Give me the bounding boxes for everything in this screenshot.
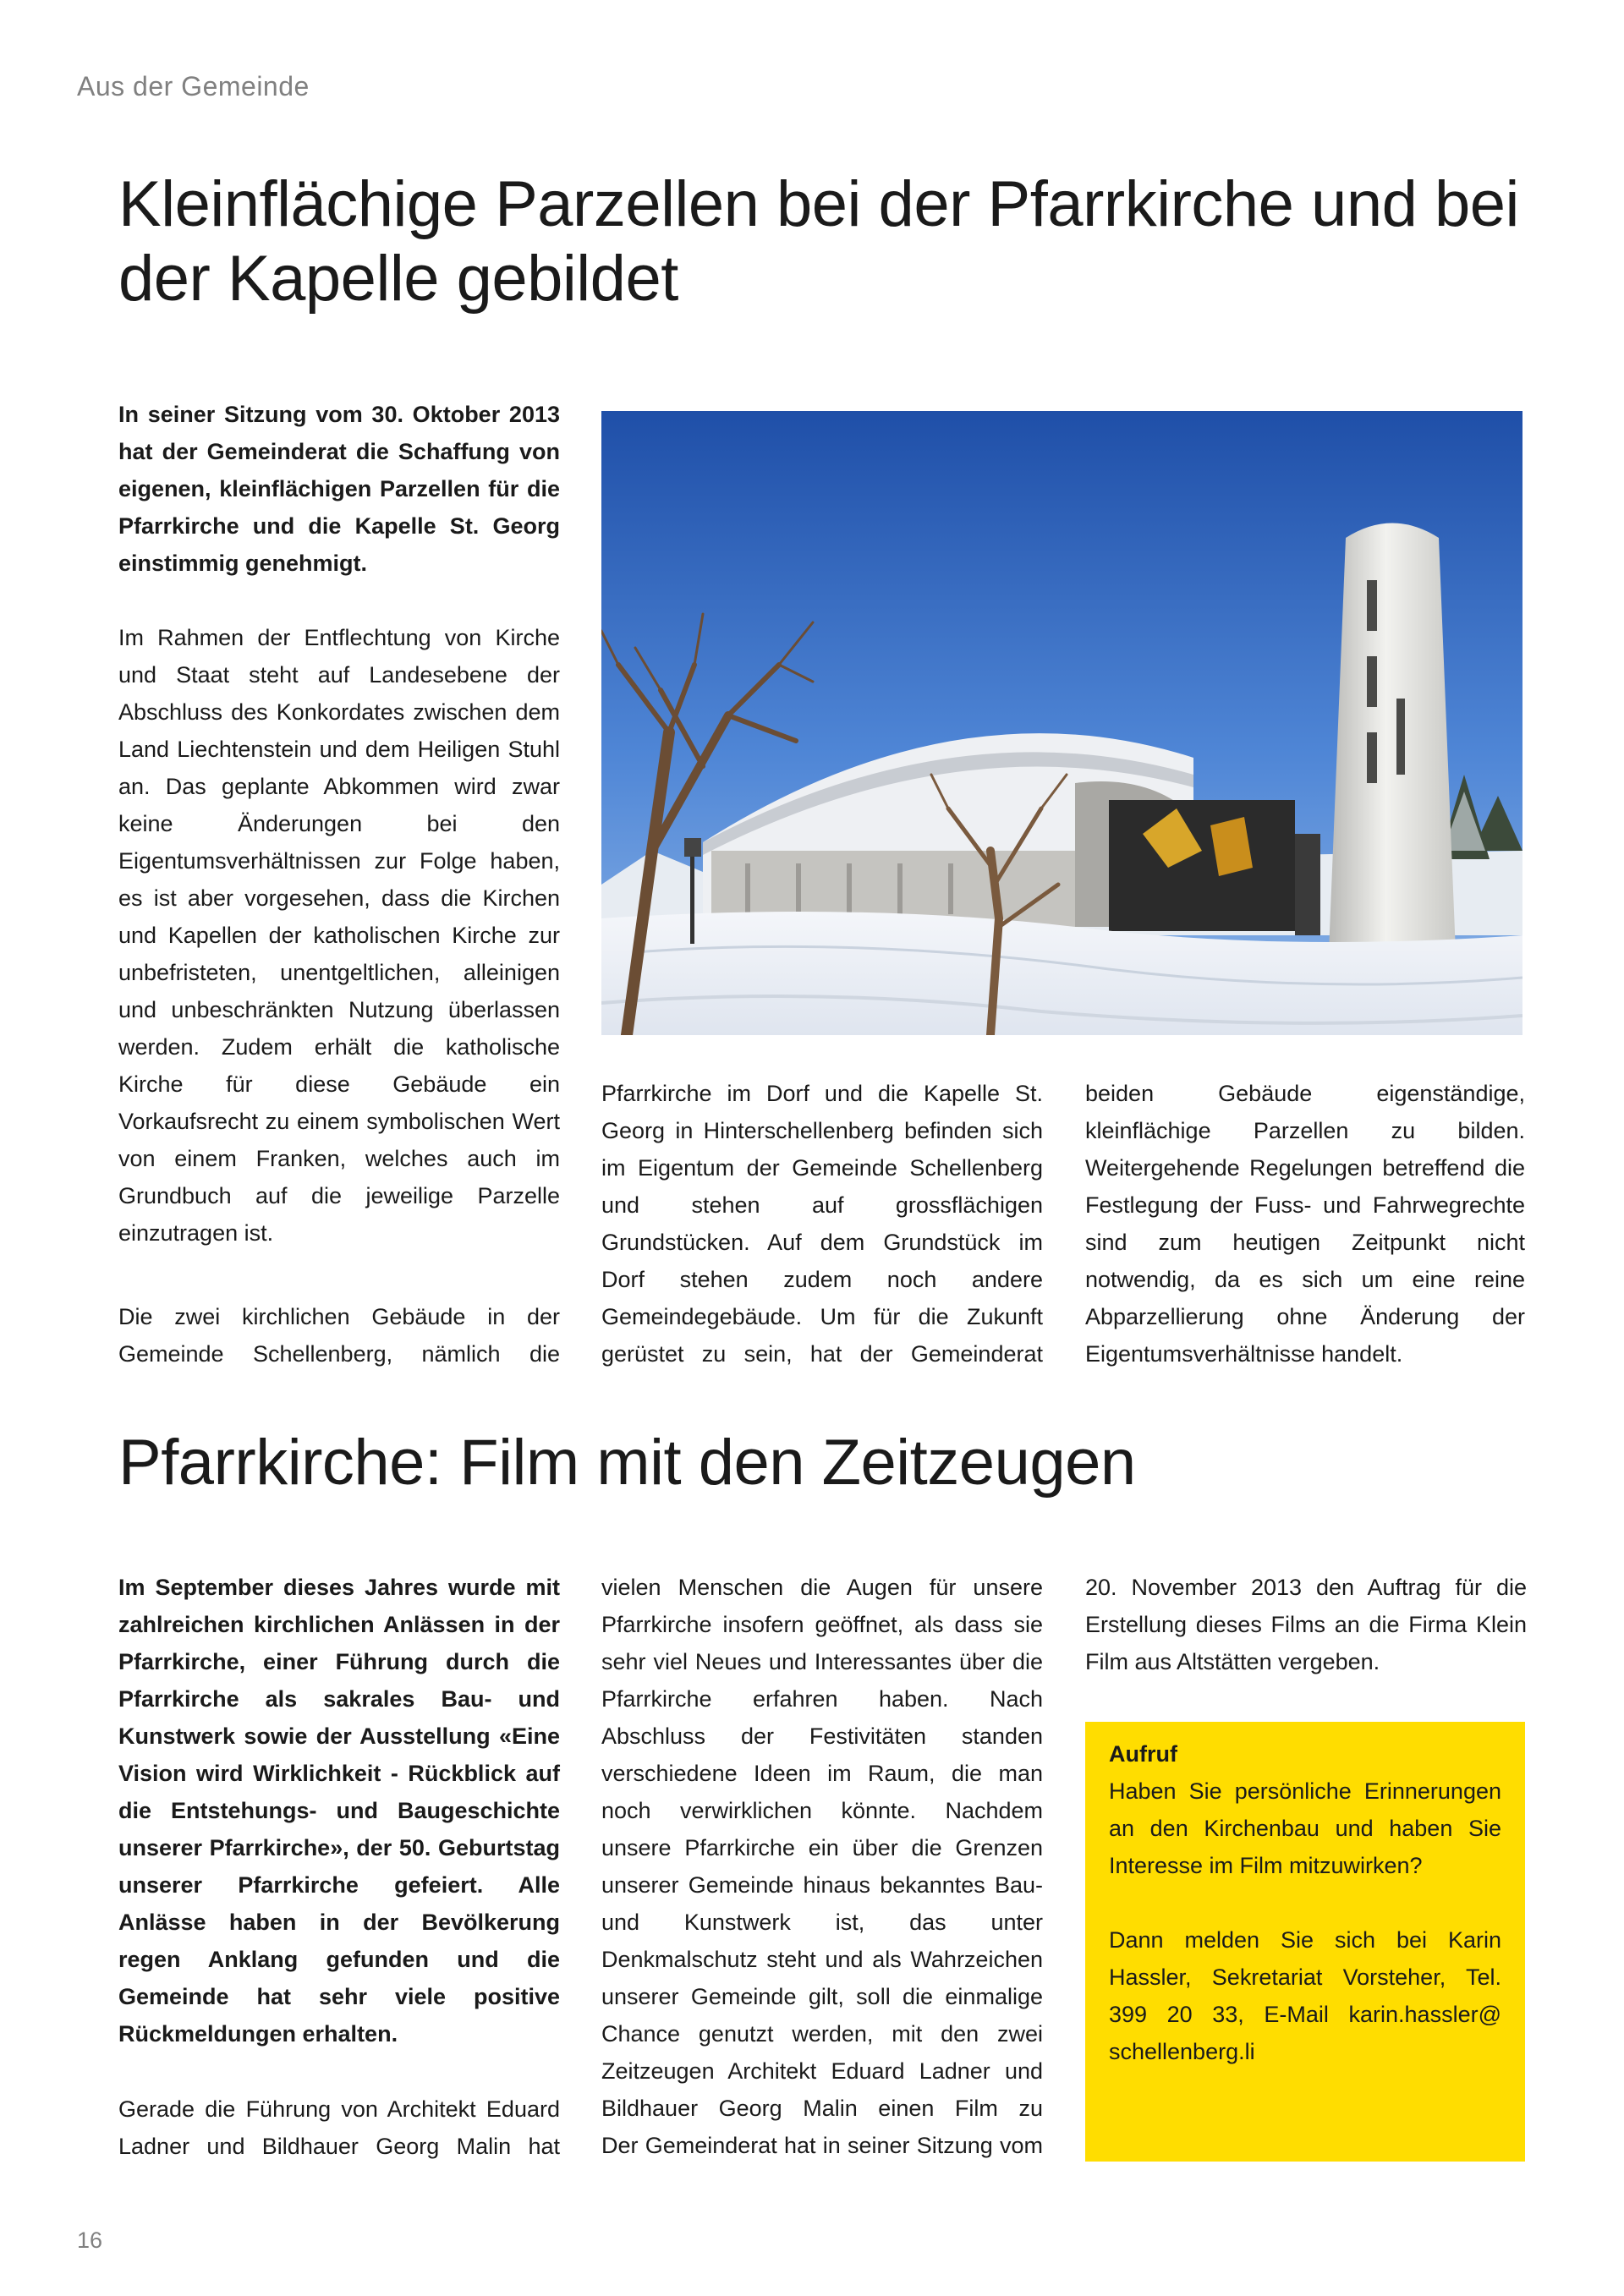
article-1-column-1 — [118, 396, 560, 1252]
article-1-paragraph-2-part-1 — [118, 1298, 560, 1373]
church-winter-image — [601, 411, 1522, 1035]
aufruf-callout-box — [1085, 1722, 1525, 2162]
article-1-paragraph-2: Die zwei kirchlichen Gebäude in der Gemeinde Schellenberg, nämlich die — [118, 1304, 560, 1367]
callout-text-2: Dann melden Sie sich bei Karin Hassler, Sekretariat Vorsteher, Tel. 399 20 33, E-Mail karin.hassler@ schellenberg.li — [1109, 1927, 1501, 2064]
section-label: Aus der Gemeinde — [77, 71, 310, 101]
callout-title: Aufruf — [1109, 1741, 1177, 1767]
article-1-paragraph-2-continued: Pfarrkirche im Dorf und die Kapelle St. Georg in Hinterschellenberg befinden sich im Eigentum der Gemeinde Schellenberg und stehen auf grossflächigen Grundstücken. Auf dem Grundstück im Dorf stehen zudem noch andere Gemeindegebäude. Um für die Zukunft gerüstet zu sein, hat der Gemeinderat — [601, 1081, 1043, 1367]
article-2-paragraph-2-continued: 20. November 2013 den Auftrag für die Erstellung dieses Films an die Firma Klein Film aus Altstätten vergeben. — [1085, 1575, 1527, 1674]
article-2-paragraph-1-continued: vielen Menschen die Augen für unsere Pfarrkirche insofern geöffnet, als dass sie sehr viel Neues und Interessantes über die Pfarrkirche erfahren haben. Nach Abschluss der Festivitäten standen verschiedene Ideen im Raum, die man noch verwirklichen könnte. Nachdem unsere Pfarrkirche ein über die Grenzen unserer Gemeinde hinaus bekanntes Bau- und Kunstwerk ist, das unter Denkmalschutz steht und als Wahrzeichen unserer Gemeinde gilt, soll die einmalige Chance genutzt werden, mit den zwei Zeitzeugen Architekt Eduard Ladner und Bildhauer Georg Malin einen Film zu — [601, 1575, 1043, 2121]
article-2-lead: Im September dieses Jahres wurde mit zahlreichen kirchlichen Anlässen in der Pfarrkirche, einer Führung durch die Pfarrkirche als sakrales Bau- und Kunstwerk sowie der Ausstellung «Eine Vision wird Wirklichkeit - Rückblick auf die Entstehungs- und Baugeschichte unserer Pfarrkirche», der 50. Geburtstag unserer Pfarrkirche gefeiert. Alle Anlässe haben in der Bevölkerung regen Anklang gefunden und die Gemeinde hat sehr viele positive Rückmeldungen erhalten. — [118, 1575, 560, 2047]
article-1-lead: In seiner Sitzung vom 30. Oktober 2013 hat der Gemeinderat die Schaffung von eigenen, kleinflächigen Parzellen für die Pfarrkirche und die Kapelle St. Georg einstimmig genehmigt. — [118, 402, 560, 576]
article-2-paragraph-2-part-1 — [601, 2127, 1043, 2164]
article-2-paragraph-1-part-2 — [601, 1569, 1043, 2127]
article-1-title: Kleinflächige Parzellen bei der Pfarrkirche und bei der Kapelle gebildet — [118, 168, 1519, 315]
article-2-title: Pfarrkirche: Film mit den Zeitzeugen — [118, 1427, 1136, 1499]
article-1-paragraph-3: beiden Gebäude eigenständige, kleinflächige Parzellen zu bilden. Weitergehende Regelungen betreffend die Festlegung der Fuss- und Fahrwegrechte sind zum heutigen Zeitpunkt nicht notwendig, da es sich um eine reine Abparzellierung ohne Änderung der Eigentumsverhältnisse handelt. — [1085, 1081, 1525, 1367]
article-2-paragraph-2-part-2 — [1085, 1569, 1527, 1680]
article-1-paragraph-2-part-2 — [601, 1075, 1043, 1373]
article-2-paragraph-1: Gerade die Führung von Architekt Eduard Ladner und Bildhauer Georg Malin hat — [118, 2096, 560, 2159]
article-1-column-3 — [1085, 1075, 1525, 1373]
callout-text-1: Haben Sie persönliche Erinnerungen an den Kirchenbau und haben Sie Interesse im Film mitzuwirken? — [1109, 1778, 1501, 1878]
article-2-paragraph-1-part-1 — [118, 2091, 560, 2165]
article-2-column-1 — [118, 1569, 560, 2052]
article-1-paragraph-1: Im Rahmen der Entflechtung von Kirche und Staat steht auf Landesebene der Abschluss des Konkordates zwischen dem Land Liechtenstein und dem Heiligen Stuhl an. Das geplante Abkommen wird zwar keine Änderungen bei den Eigentumsverhältnissen zur Folge haben, es ist aber vorgesehen, dass die Kirchen und Kapellen der katholischen Kirche zur unbefristeten, unentgeltlichen, alleinigen und unbeschränkten Nutzung überlassen werden. Zudem erhält die katholische Kirche für diese Gebäude ein Vorkaufsrecht zu einem symbolischen Wert von einem Franken, welches auch im Grundbuch auf die jeweilige Parzelle einzutragen ist. — [118, 625, 560, 1246]
article-2-paragraph-2: Der Gemeinderat hat in seiner Sitzung vom — [601, 2133, 1043, 2158]
page-number: 16 — [77, 2228, 103, 2253]
church-photo — [601, 411, 1522, 1035]
